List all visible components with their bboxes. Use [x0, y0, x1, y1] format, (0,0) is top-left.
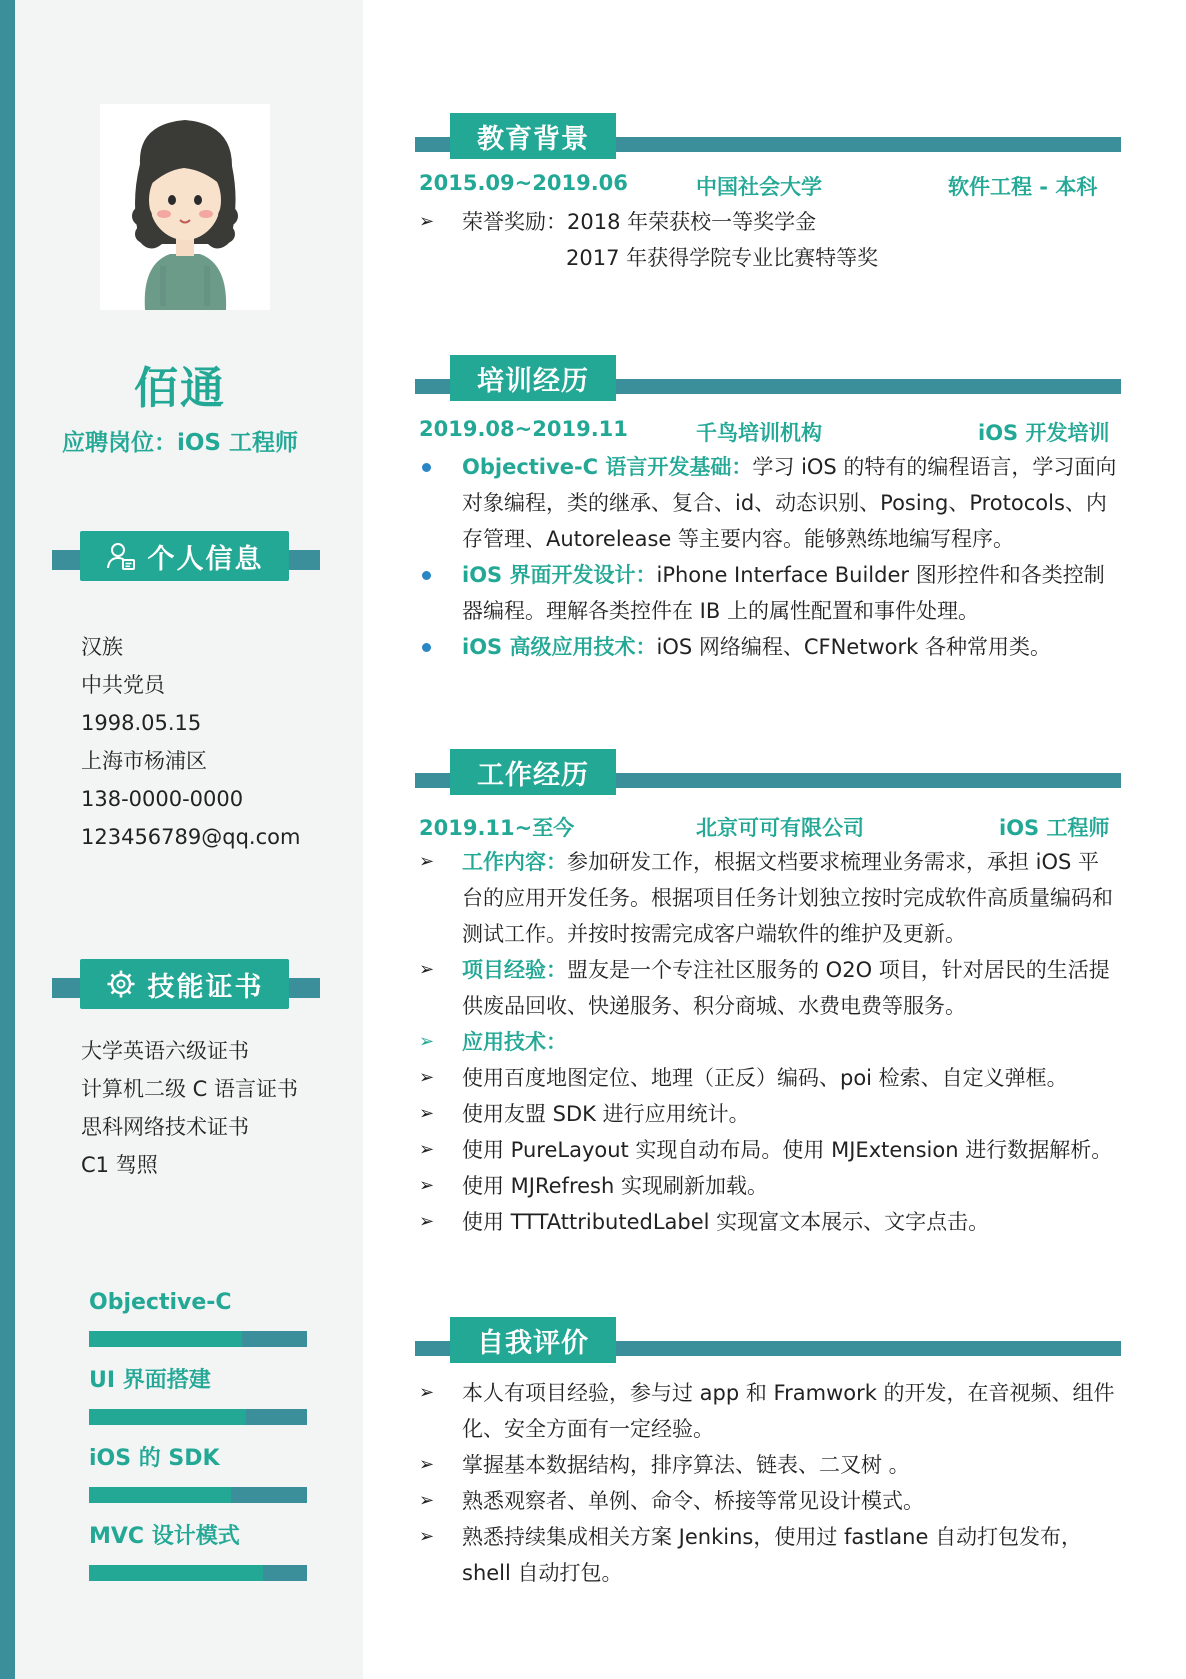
self-eval-item [419, 1483, 1119, 1519]
certificates-header [52, 956, 320, 1012]
education-body [419, 204, 1119, 276]
training-item [419, 449, 1119, 557]
skill-bar [89, 1487, 307, 1503]
skill-bar [89, 1331, 307, 1347]
arrow-bullet-icon: ➢ [419, 1454, 435, 1475]
arrow-bullet-icon: ➢ [419, 1382, 435, 1403]
training-item [419, 629, 1119, 665]
arrow-bullet-icon: ➢ [419, 1103, 435, 1124]
info-phone: 138-0000-0000 [81, 787, 244, 811]
arrow-bullet-icon: ➢ [419, 959, 435, 980]
award-1: 2018 年荣获校一等奖学金 [567, 210, 817, 234]
work-position: iOS 工程师 [999, 816, 1110, 840]
cert-cisco: 思科网络技术证书 [81, 1115, 249, 1139]
personal-info-header [52, 528, 320, 584]
user-card-icon [106, 541, 136, 571]
cert-cet6: 大学英语六级证书 [81, 1039, 249, 1063]
training-meta [419, 417, 1119, 449]
education-major: 软件工程 - 本科 [948, 175, 1098, 199]
training-item-text: iOS 网络编程、CFNetwork 各种常用类。 [656, 635, 1051, 659]
skill-ui-layout [89, 1366, 307, 1425]
certificates-title: 技能证书 [147, 971, 264, 1003]
arrow-bullet-icon: ➢ [419, 1211, 435, 1232]
training-course: iOS 开发培训 [978, 421, 1110, 445]
work-tech-text: 使用 TTTAttributedLabel 实现富文本展示、文字点击。 [462, 1210, 990, 1234]
skill-name: UI 界面搭建 [89, 1368, 211, 1393]
bullet-dot-icon [422, 571, 431, 580]
info-email: 123456789@qq.com [81, 825, 301, 849]
training-title: 培训经历 [477, 365, 589, 397]
personal-info-list [81, 628, 300, 856]
settings-gear-icon [106, 969, 136, 999]
self-eval-body [419, 1375, 1119, 1591]
training-item-text: 学习 iOS 的特有的编程语言，学习面向对象编程，类的继承、复合、id、动态识别、Posing、Protocols、内存管理、Autorelease 等主要内容。能够熟练地编写程序。 [462, 455, 1117, 551]
info-birthdate: 1998.05.15 [81, 711, 202, 735]
skill-bar-fill [89, 1487, 231, 1503]
work-tech-heading [419, 1024, 1119, 1060]
skill-bar [89, 1565, 307, 1581]
skill-objective-c [89, 1288, 307, 1347]
education-meta [419, 171, 1119, 203]
work-tech-text: 使用友盟 SDK 进行应用统计。 [462, 1102, 750, 1126]
work-tech-label: 应用技术： [462, 1030, 567, 1054]
work-project-label: 项目经验： [462, 958, 567, 982]
work-tech-item [419, 1132, 1119, 1168]
skill-bar-fill [89, 1409, 246, 1425]
training-item-label: iOS 界面开发设计： [462, 563, 657, 587]
self-eval-item [419, 1375, 1119, 1447]
work-tech-item [419, 1096, 1119, 1132]
self-eval-text: 熟悉观察者、单例、命令、桥接等常见设计模式。 [462, 1489, 924, 1513]
info-ethnicity: 汉族 [81, 635, 123, 659]
cert-driving: C1 驾照 [81, 1153, 158, 1177]
arrow-bullet-icon: ➢ [419, 1490, 435, 1511]
work-content-item [419, 844, 1119, 952]
header-tab [450, 113, 616, 159]
info-location: 上海市杨浦区 [81, 749, 207, 773]
arrow-bullet-icon: ➢ [419, 851, 435, 872]
work-tech-text: 使用 PureLayout 实现自动布局。使用 MJExtension 进行数据解析。 [462, 1138, 1113, 1162]
award-item [419, 204, 1119, 240]
cert-ncre-c: 计算机二级 C 语言证书 [81, 1077, 299, 1101]
training-period: 2019.08~2019.11 [419, 417, 628, 441]
skill-name: iOS 的 SDK [89, 1446, 220, 1471]
arrow-bullet-icon: ➢ [419, 1175, 435, 1196]
training-org: 千鸟培训机构 [696, 421, 822, 445]
self-eval-text: 掌握基本数据结构，排序算法、链表、二叉树 。 [462, 1453, 910, 1477]
work-project-item [419, 952, 1119, 1024]
work-body [419, 844, 1119, 1240]
work-tech-text: 使用 MJRefresh 实现刷新加载。 [462, 1174, 768, 1198]
candidate-name: 佰通 [134, 363, 226, 414]
award-2: 2017 年获得学院专业比赛特等奖 [566, 246, 879, 270]
self-eval-title: 自我评价 [477, 1327, 589, 1359]
award-label: 荣誉奖励： [462, 210, 567, 234]
personal-info-title: 个人信息 [147, 543, 264, 575]
arrow-bullet-icon: ➢ [419, 211, 435, 232]
self-eval-text: 熟悉持续集成相关方案 Jenkins，使用过 fastlane 自动打包发布，shell 自动打包。 [462, 1525, 1083, 1585]
work-tech-item [419, 1204, 1119, 1240]
skill-bar-fill [89, 1565, 263, 1581]
job-target: 应聘岗位：iOS 工程师 [61, 430, 298, 456]
header-tab [80, 959, 289, 1009]
skill-bar-fill [89, 1331, 242, 1347]
self-eval-header [415, 1312, 1121, 1368]
education-title: 教育背景 [477, 123, 589, 155]
training-item-label: Objective-C 语言开发基础： [462, 455, 753, 479]
certificates-list [81, 1032, 298, 1184]
bullet-dot-icon [422, 643, 431, 652]
work-content-text: 参加研发工作，根据文档要求梳理业务需求，承担 iOS 平台的应用开发任务。根据项目任务计划独立按时完成软件高质量编码和测试工作。并按时按需完成客户端软件的维护及更新。 [462, 850, 1113, 946]
skill-mvc [89, 1522, 307, 1581]
left-edge-bar [0, 0, 15, 1679]
work-meta [419, 812, 1119, 844]
training-item-text: iPhone Interface Builder 图形控件和各类控制器编程。理解各类控件在 IB 上的属性配置和事件处理。 [462, 563, 1105, 623]
header-tab [80, 531, 289, 581]
avatar [100, 104, 270, 310]
training-body [419, 449, 1119, 665]
work-title: 工作经历 [477, 759, 589, 791]
work-period: 2019.11~至今 [419, 816, 575, 840]
education-school: 中国社会大学 [696, 175, 822, 199]
header-tab [450, 1317, 616, 1363]
self-eval-item [419, 1447, 1119, 1483]
skill-name: MVC 设计模式 [89, 1524, 240, 1549]
training-header [415, 350, 1121, 406]
work-project-text: 盟友是一个专注社区服务的 O2O 项目，针对居民的生活提供废品回收、快递服务、积分商城、水费电费等服务。 [462, 958, 1110, 1018]
self-eval-text: 本人有项目经验，参与过 app 和 Framwork 的开发，在音视频、组件化、安全方面有一定经验。 [462, 1381, 1115, 1441]
skill-ios-sdk [89, 1444, 307, 1503]
arrow-bullet-icon: ➢ [419, 1526, 435, 1547]
arrow-bullet-icon: ➢ [419, 1067, 435, 1088]
work-tech-text: 使用百度地图定位、地理（正反）编码、poi 检索、自定义弹框。 [462, 1066, 1068, 1090]
work-content-label: 工作内容： [462, 850, 567, 874]
work-header [415, 744, 1121, 800]
skill-bar [89, 1409, 307, 1425]
education-period: 2015.09~2019.06 [419, 171, 628, 195]
training-item-label: iOS 高级应用技术： [462, 635, 657, 659]
arrow-bullet-icon: ➢ [419, 1031, 435, 1052]
info-political-status: 中共党员 [81, 673, 165, 697]
bullet-dot-icon [422, 463, 431, 472]
work-tech-item [419, 1168, 1119, 1204]
header-tab [450, 749, 616, 795]
work-company: 北京可可有限公司 [696, 816, 864, 840]
training-item [419, 557, 1119, 629]
education-header [415, 108, 1121, 164]
work-tech-item [419, 1060, 1119, 1096]
header-tab [450, 355, 616, 401]
arrow-bullet-icon: ➢ [419, 1139, 435, 1160]
self-eval-item [419, 1519, 1119, 1591]
skill-name: Objective-C [89, 1290, 232, 1315]
